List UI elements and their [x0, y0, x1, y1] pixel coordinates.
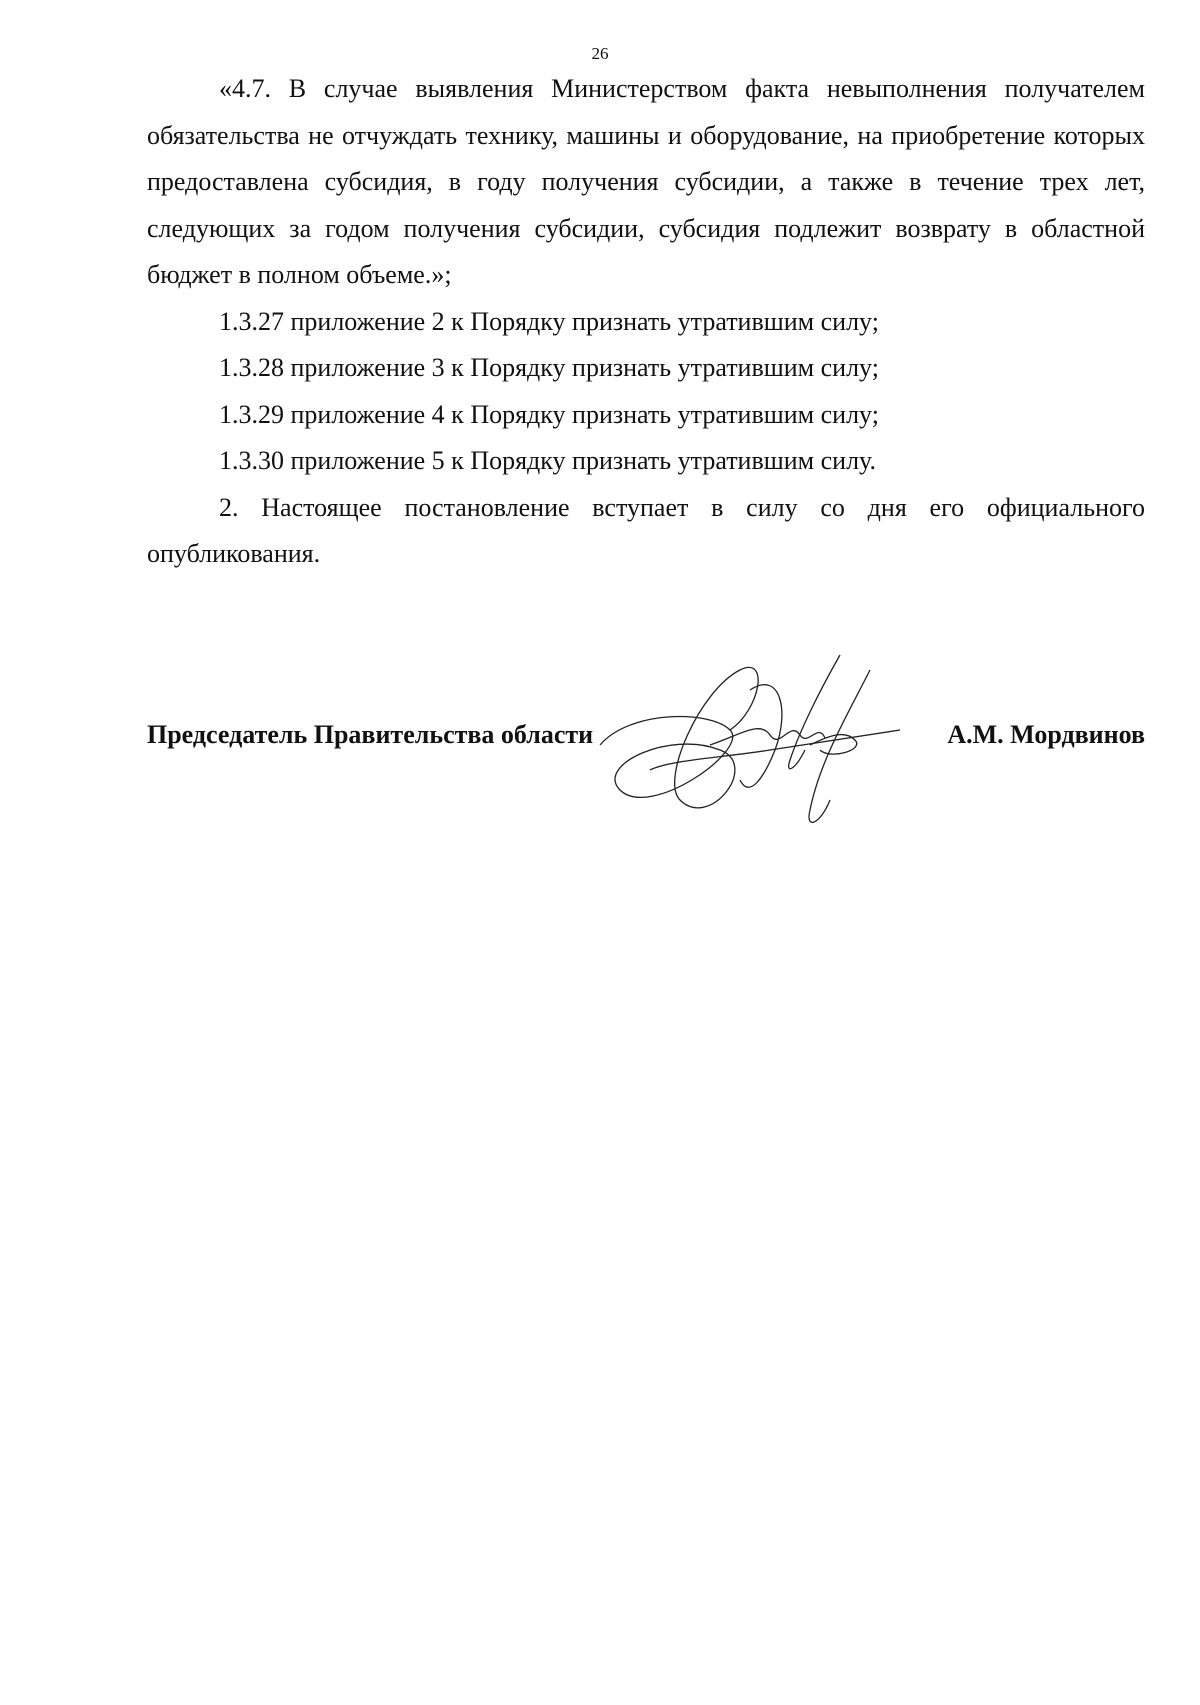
paragraph-1-3-27: 1.3.27 приложение 2 к Порядку признать утратившим силу; — [219, 306, 879, 336]
paragraph-2: 2. Настоящее постановление вступает в силу со дня его официального опубликования. — [147, 492, 1145, 568]
page-number: 26 — [591, 44, 609, 63]
handwritten-signature-icon — [590, 650, 950, 850]
signatory-name: А.М. Мордвинов — [947, 720, 1145, 749]
paragraph-1-3-30: 1.3.30 приложение 5 к Порядку признать утратившим силу. — [219, 446, 876, 475]
paragraph-1-3-29: 1.3.29 приложение 4 к Порядку признать утратившим силу; — [219, 399, 879, 429]
paragraph-4-7: «4.7. В случае выявления Министерством факта невыполнения получателем обязательства не отчуждать технику, машины и оборудование, на приобретение которых предоставлена субсидия, в году получения субсидии, а также в течение трех лет, следующих за годом получения субсидии, субсидия подлежит возврату в областной бюджет в полном объеме.»; — [147, 74, 1145, 289]
signatory-title: Председатель Правительства области — [147, 720, 594, 749]
document-body — [147, 66, 1145, 578]
paragraph-1-3-28: 1.3.28 приложение 3 к Порядку признать утратившим силу; — [219, 353, 879, 382]
